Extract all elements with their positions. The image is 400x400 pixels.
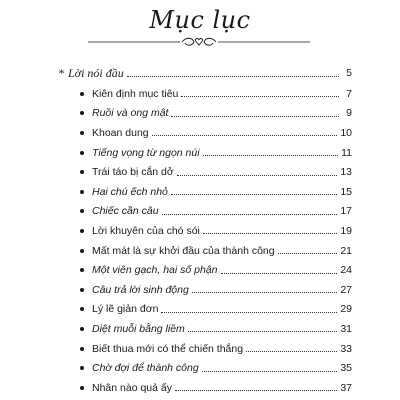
toc-entry[interactable] xyxy=(58,202,352,222)
ornament-divider-icon xyxy=(88,36,310,48)
bullet-icon xyxy=(80,327,84,331)
toc-entry-preface[interactable] xyxy=(58,62,352,84)
bullet-icon xyxy=(80,131,84,135)
page-header xyxy=(0,0,400,52)
toc-entry-page: 19 xyxy=(340,224,352,237)
toc-entry-page: 10 xyxy=(340,126,352,139)
toc-entry[interactable] xyxy=(58,260,352,280)
toc-entry-page: 13 xyxy=(340,166,352,179)
table-of-contents xyxy=(58,62,352,398)
toc-entry[interactable] xyxy=(58,221,352,241)
dot-leader xyxy=(278,253,338,254)
toc-entry-page: 5 xyxy=(346,67,352,79)
toc-entry-page: 27 xyxy=(340,283,352,296)
toc-entry[interactable] xyxy=(58,378,352,398)
dot-leader xyxy=(177,175,338,176)
bullet-icon xyxy=(80,170,84,174)
dot-leader xyxy=(161,312,337,313)
page-title: Mục lục xyxy=(149,6,251,34)
bullet-icon xyxy=(80,209,84,213)
toc-entry[interactable] xyxy=(58,162,352,182)
bullet-icon xyxy=(80,307,84,311)
toc-entry-label: Chờ đợi để thành công xyxy=(92,362,199,375)
toc-entry[interactable] xyxy=(58,300,352,320)
dot-leader xyxy=(175,390,337,391)
dot-leader xyxy=(152,135,338,136)
toc-entry-page: 21 xyxy=(340,244,352,257)
toc-entry-label: Chiếc cần câu xyxy=(92,205,159,218)
toc-entry-label: Lý lẽ giản đơn xyxy=(92,303,159,316)
toc-entry-label: Một viên gạch, hai số phận xyxy=(92,264,218,277)
dot-leader xyxy=(171,116,339,117)
dot-leader xyxy=(246,351,337,352)
toc-entry-label: Diệt muỗi bằng liềm xyxy=(92,322,185,335)
toc-entry[interactable] xyxy=(58,84,352,104)
dot-leader xyxy=(202,371,338,372)
toc-entry-label: Trái táo bị cắn dở xyxy=(92,166,174,179)
toc-entry-page: 9 xyxy=(346,107,352,120)
dot-leader xyxy=(203,233,337,234)
dot-leader xyxy=(181,96,339,97)
bullet-icon xyxy=(80,288,84,292)
asterisk-marker: * xyxy=(58,65,64,80)
toc-entry-label: Nhân nào quả ấy xyxy=(92,381,172,394)
bullet-icon xyxy=(80,190,84,194)
toc-entry-label: Câu trả lời sinh động xyxy=(92,283,189,296)
toc-entry-page: 37 xyxy=(340,381,352,394)
bullet-icon xyxy=(80,229,84,233)
bullet-icon xyxy=(80,268,84,272)
toc-entry-label: Khoan dung xyxy=(92,126,149,139)
toc-entry-page: 31 xyxy=(340,322,352,335)
toc-entry-page: 29 xyxy=(340,303,352,316)
toc-entry-label: Kiên định mục tiêu xyxy=(92,87,179,100)
toc-entry-page: 33 xyxy=(340,342,352,355)
dot-leader xyxy=(188,331,338,332)
toc-list xyxy=(58,84,352,398)
dot-leader xyxy=(162,214,338,215)
toc-entry[interactable] xyxy=(58,339,352,359)
toc-entry-label: Biết thua mới có thể chiến thắng xyxy=(92,342,244,355)
toc-entry-label: Lời khuyên của chó sói xyxy=(92,224,200,237)
toc-entry[interactable] xyxy=(58,319,352,339)
toc-entry-page: 15 xyxy=(340,185,352,198)
bullet-icon xyxy=(80,347,84,351)
toc-entry[interactable] xyxy=(58,241,352,261)
toc-entry-page: 7 xyxy=(346,87,352,100)
toc-entry-label: Lời nói đầu xyxy=(68,65,124,80)
dot-leader xyxy=(203,155,339,156)
dot-leader xyxy=(192,292,337,293)
toc-entry[interactable] xyxy=(58,123,352,143)
toc-entry-label: Hai chú ếch nhỏ xyxy=(92,185,168,198)
toc-entry-page: 11 xyxy=(341,146,352,159)
bullet-icon xyxy=(80,92,84,96)
toc-entry[interactable] xyxy=(58,104,352,124)
dot-leader xyxy=(127,76,339,77)
toc-entry-page: 35 xyxy=(340,362,352,375)
toc-entry[interactable] xyxy=(58,280,352,300)
bullet-icon xyxy=(80,111,84,115)
toc-entry-label: Mất mát là sự khởi đầu của thành công xyxy=(92,244,275,257)
toc-entry[interactable] xyxy=(58,143,352,163)
toc-entry-label: Ruồi và ong mật xyxy=(92,107,169,120)
toc-entry[interactable] xyxy=(58,182,352,202)
dot-leader xyxy=(171,194,337,195)
dot-leader xyxy=(221,273,338,274)
bullet-icon xyxy=(80,366,84,370)
bullet-icon xyxy=(80,249,84,253)
bullet-icon xyxy=(80,386,84,390)
toc-entry-page: 24 xyxy=(340,264,352,277)
toc-entry-page: 17 xyxy=(340,205,352,218)
bullet-icon xyxy=(80,151,84,155)
toc-entry[interactable] xyxy=(58,358,352,378)
toc-entry-label: Tiếng vọng từ ngọn núi xyxy=(92,146,200,159)
